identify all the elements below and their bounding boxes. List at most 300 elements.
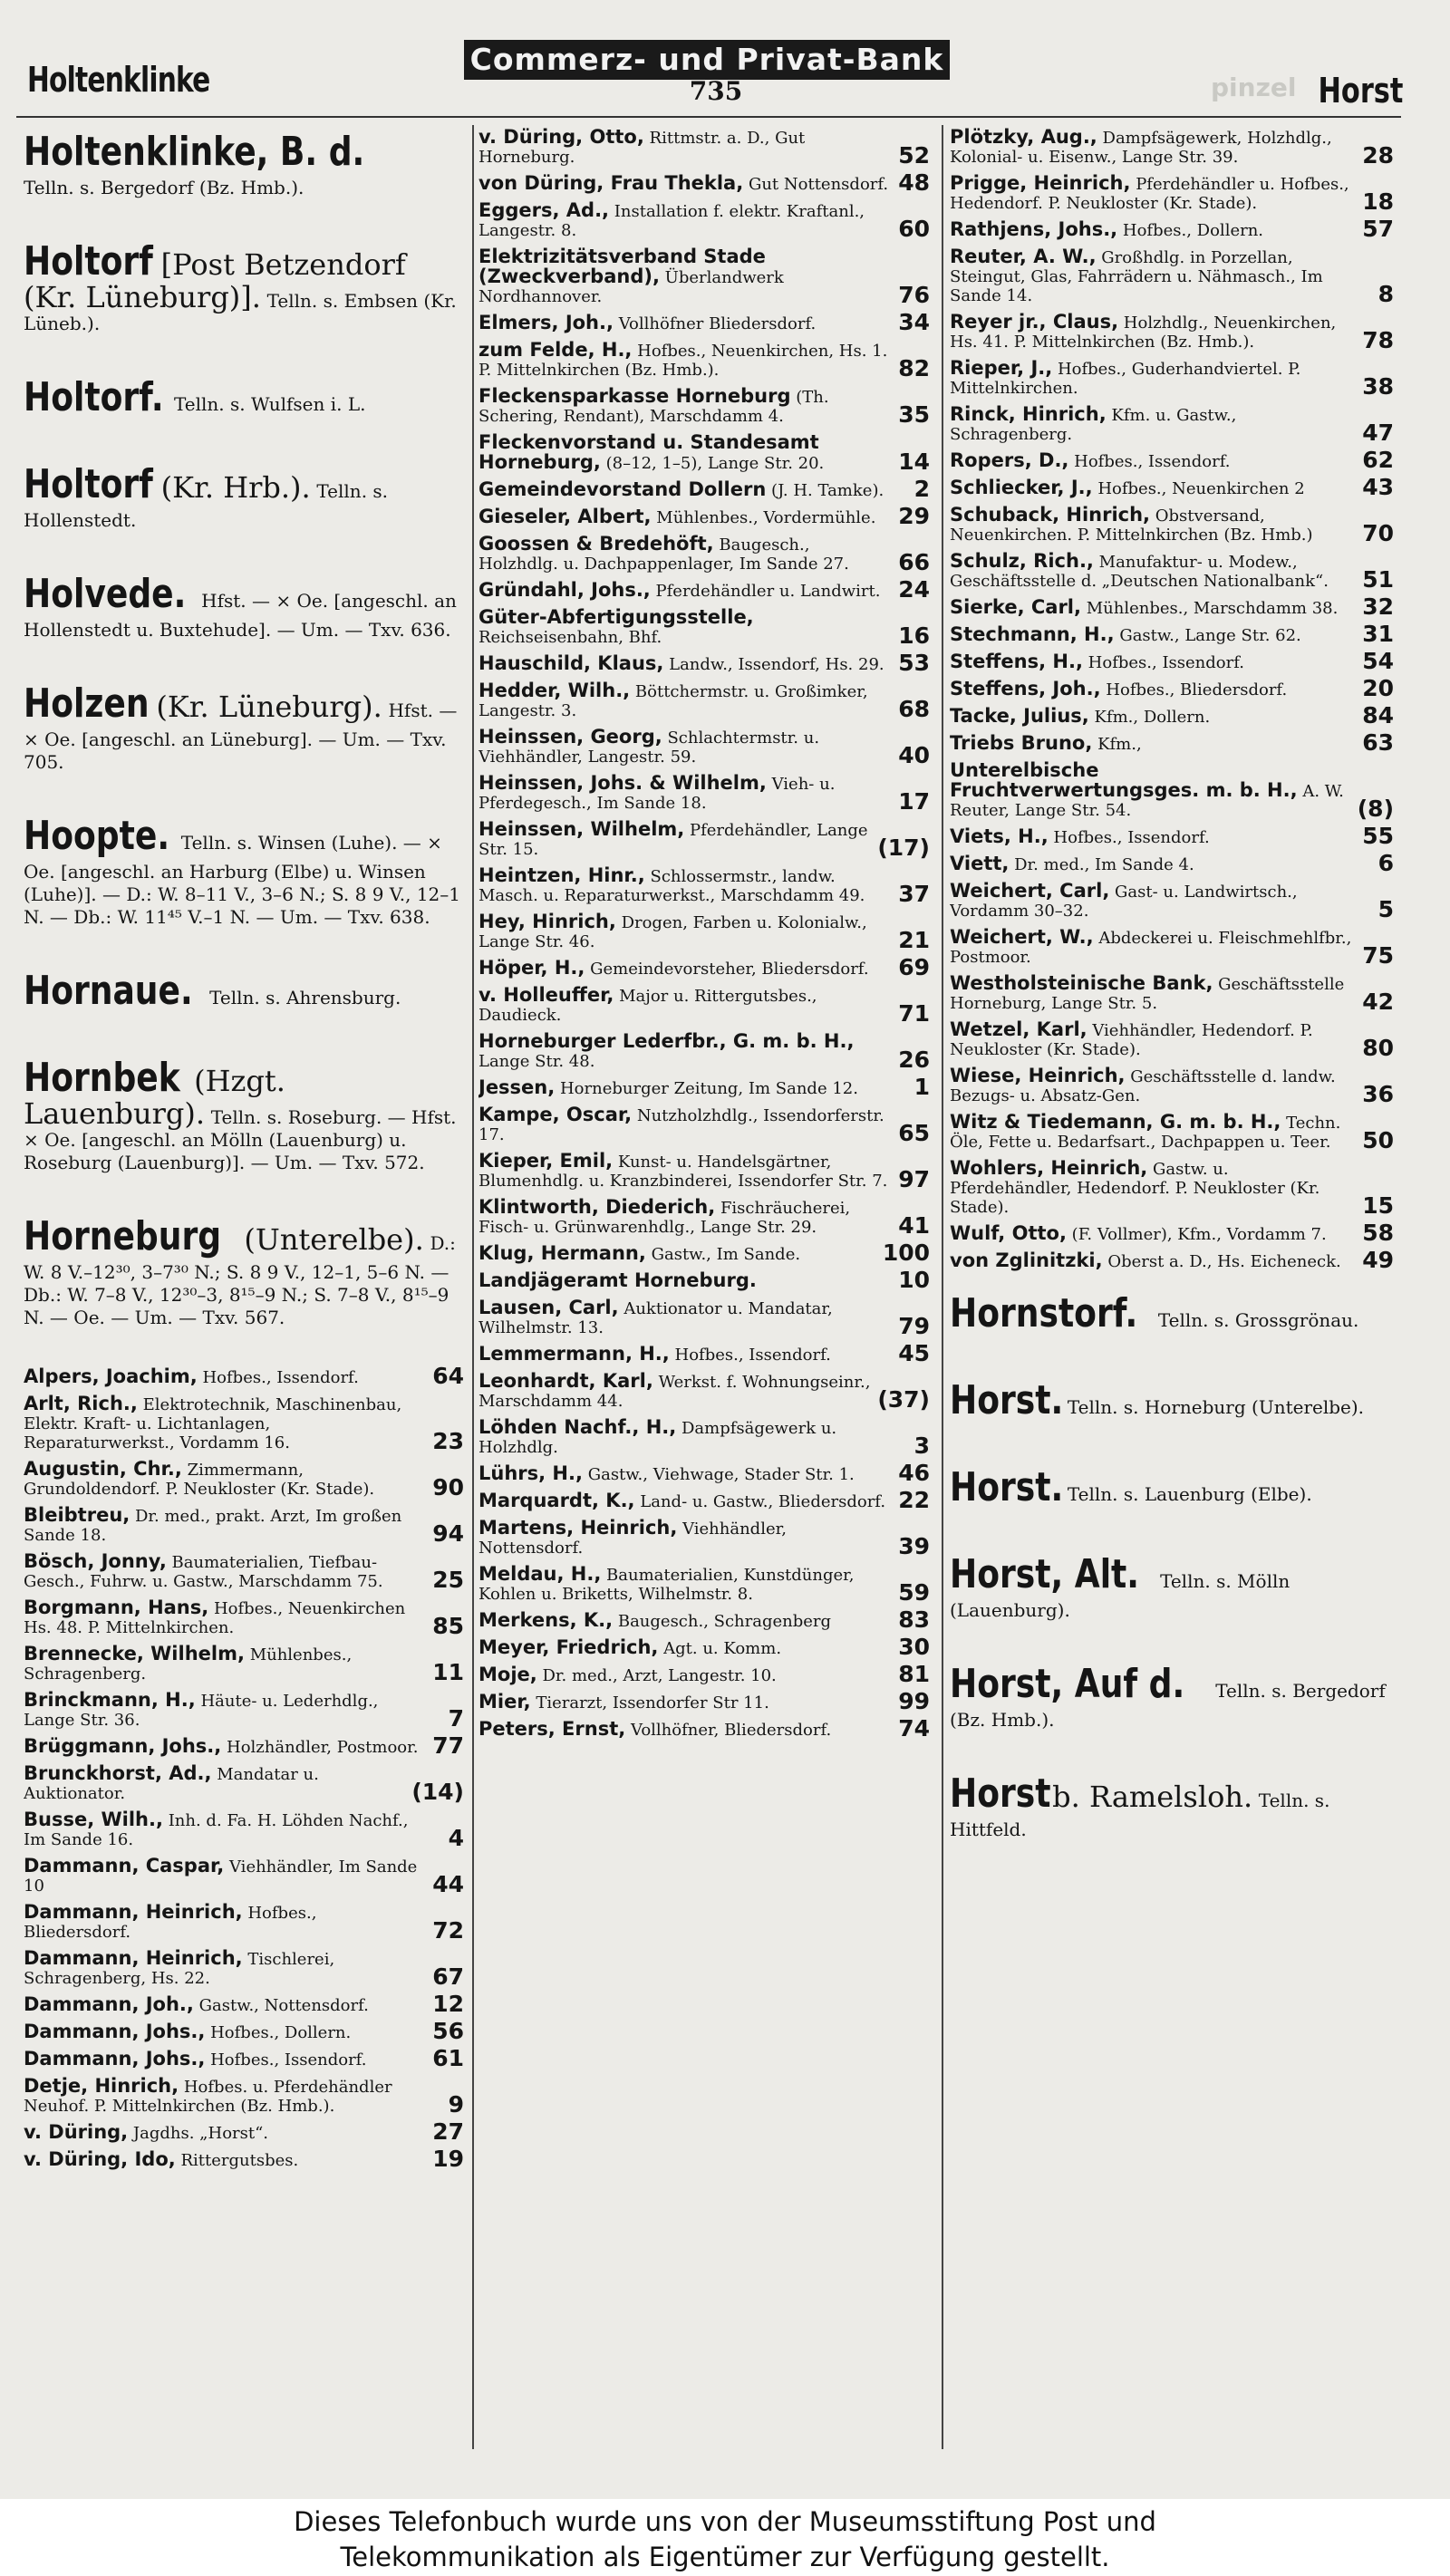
- subscriber-name: Stechmann, H.,: [950, 623, 1115, 645]
- subscriber-name: Hedder, Wilh.,: [478, 680, 631, 701]
- phone-number: 47: [1362, 420, 1394, 446]
- place-name: Horst.: [950, 1377, 1064, 1423]
- subscriber-entry: [24, 1506, 466, 1545]
- subscriber-name: Kampe, Oscar,: [478, 1104, 633, 1125]
- subscriber-entry: [950, 648, 1396, 674]
- place-entry: [950, 1770, 1396, 1841]
- subscriber-details: Vieh- u. Pferdegesch., Im Sande 18.: [478, 775, 836, 813]
- subscriber-name: v. Düring, Ido,: [24, 2148, 176, 2170]
- subscriber-entry: [478, 1715, 932, 1741]
- subscriber-details: Kfm. u. Gastw., Schragenberg.: [950, 406, 1237, 444]
- subscriber-entry: [478, 820, 932, 859]
- subscriber-name: Ropers, D.,: [950, 449, 1069, 471]
- subscriber-entry: [950, 593, 1396, 620]
- phone-number: 74: [898, 1715, 930, 1741]
- subscriber-details: Zimmermann, Grundoldendorf. P. Neukloster (Kr. Stade).: [24, 1461, 375, 1499]
- subscriber-details: Baumaterialien, Tiefbau-Gesch., Fuhrw. u. Gastw., Marschdamm 75.: [24, 1553, 383, 1591]
- place-details: Telln. s. Bergedorf (Bz. Hmb.).: [24, 177, 304, 198]
- subscriber-list: [478, 128, 932, 1740]
- subscriber-entry: [478, 954, 932, 980]
- phone-number: 31: [1362, 621, 1394, 647]
- subscriber-name: Reyer jr., Claus,: [950, 311, 1119, 333]
- subscriber-entry: [478, 476, 932, 502]
- subscriber-details: Pferdehändler, Lange Str. 15.: [478, 821, 868, 859]
- subscriber-details: (Th. Schering, Rendant), Marschdamm 4.: [478, 388, 829, 426]
- subscriber-details: Schlossermstr., landw. Masch. u. Reparaturwerkst., Marschdamm 49.: [478, 867, 865, 905]
- phone-number: 26: [898, 1047, 930, 1073]
- phone-number: 45: [898, 1340, 930, 1366]
- place-qualifier: (Hzgt. Lauenburg).: [24, 1064, 285, 1131]
- subscriber-name: Brunckhorst, Ad.,: [24, 1762, 212, 1784]
- subscriber-details: Dr. med., prakt. Arzt, Im großen Sande 18.: [24, 1507, 402, 1545]
- subscriber-entry: [478, 247, 932, 306]
- phone-number: 3: [914, 1433, 930, 1459]
- place-name: Hornbek: [24, 1055, 180, 1101]
- place-entry: [24, 1054, 466, 1174]
- subscriber-entry: [24, 1949, 466, 1988]
- subscriber-entry: [24, 2146, 466, 2172]
- phone-number: 70: [1362, 520, 1394, 546]
- subscriber-name: Heinssen, Wilhelm,: [478, 818, 685, 840]
- subscriber-details: Hofbes., Issendorf.: [210, 2050, 367, 2069]
- subscriber-details: Kfm.,: [1097, 735, 1142, 754]
- phone-number: 78: [1362, 327, 1394, 353]
- place-entry: [24, 812, 466, 929]
- phone-number: 54: [1362, 648, 1394, 674]
- phone-number: 58: [1362, 1220, 1394, 1246]
- phone-number: (8): [1357, 796, 1394, 822]
- subscriber-entry: [478, 1032, 932, 1071]
- subscriber-name: Klug, Hermann,: [478, 1242, 646, 1264]
- footer-line: Telekommunikation als Eigentümer zur Verfügung gestellt.: [340, 2542, 1110, 2572]
- subscriber-entry: [24, 1645, 466, 1684]
- subscriber-details: Dr. med., Im Sande 4.: [1014, 855, 1194, 874]
- subscriber-details: Mühlenbes., Schragenberg.: [24, 1645, 353, 1684]
- subscriber-entry: [478, 912, 932, 951]
- subscriber-name: Lemmermann, H.,: [478, 1343, 670, 1365]
- subscriber-details: Dr. med., Arzt, Langestr. 10.: [542, 1666, 777, 1685]
- subscriber-name: Horneburger Lederfbr., G. m. b. H.,: [478, 1030, 855, 1052]
- subscriber-details: Gast- u. Landwirtsch., Vordamm 30–32.: [950, 883, 1298, 921]
- subscriber-details: Holzhändler, Postmoor.: [227, 1738, 419, 1757]
- subscriber-entry: [950, 474, 1396, 500]
- phone-number: 5: [1378, 896, 1394, 922]
- subscriber-name: v. Düring, Otto,: [478, 128, 644, 148]
- subscriber-entry: [478, 1565, 932, 1604]
- page-number: 735: [689, 76, 743, 106]
- phone-number: 30: [898, 1634, 930, 1660]
- subscriber-list: [24, 1363, 466, 2172]
- subscriber-name: Viets, H.,: [950, 825, 1049, 847]
- phone-number: 75: [1362, 942, 1394, 969]
- subscriber-entry: [950, 128, 1396, 167]
- subscriber-details: Mandatar u. Auktionator.: [24, 1765, 319, 1803]
- phone-number: 39: [898, 1533, 930, 1559]
- subscriber-name: Rinck, Hinrich,: [950, 403, 1107, 425]
- place-details: Telln. s. Roseburg. — Hfst. × Oe. [angeschl. an Mölln (Lauenburg) u. Roseburg (Lauenburg)]. — Um. — Txv. 572.: [24, 1106, 457, 1173]
- subscriber-name: Elmers, Joh.,: [478, 312, 614, 333]
- subscriber-name: Witz & Tiedemann, G. m. b. H.,: [950, 1111, 1281, 1133]
- subscriber-name: Leonhardt, Karl,: [478, 1370, 653, 1392]
- subscriber-name: Bleibtreu,: [24, 1504, 130, 1526]
- phone-number: 52: [898, 142, 930, 169]
- subscriber-details: Rittmstr. a. D., Gut Horneburg.: [478, 129, 806, 167]
- subscriber-details: Hofbes., Issendorf.: [202, 1368, 359, 1387]
- subscriber-entry: [24, 1363, 466, 1389]
- subscriber-name: Steffens, H.,: [950, 651, 1083, 672]
- subscriber-details: (8–12, 1–5), Lange Str. 20.: [605, 454, 825, 473]
- subscriber-entry: [478, 1661, 932, 1687]
- subscriber-details: Dampfsägewerk u. Holzhdlg.: [478, 1419, 837, 1457]
- phone-number: 40: [898, 742, 930, 768]
- subscriber-name: Heinssen, Georg,: [478, 726, 662, 748]
- subscriber-entry: [24, 2077, 466, 2116]
- phone-number: 6: [1378, 850, 1394, 876]
- phone-number: 1: [914, 1074, 930, 1100]
- subscriber-name: Fleckensparkasse Horneburg: [478, 385, 791, 407]
- place-details: Telln. s. Horneburg (Unterelbe).: [1067, 1396, 1365, 1418]
- subscriber-entry: [478, 341, 932, 380]
- subscriber-entry: [478, 1688, 932, 1714]
- phone-number: 19: [432, 2146, 464, 2172]
- subscriber-details: Baugesch., Holzhdlg. u. Dachpappenlager, Im Sande 27.: [478, 535, 849, 574]
- subscriber-entry: [478, 576, 932, 603]
- phone-number: 42: [1362, 989, 1394, 1015]
- subscriber-entry: [950, 974, 1396, 1013]
- subscriber-details: Mühlenbes., Marschdamm 38.: [1086, 599, 1339, 618]
- place-details: Hfst. — × Oe. [angeschl. an Hollenstedt u. Buxtehude]. — Um. — Txv. 636.: [24, 590, 457, 641]
- subscriber-details: Hofbes., Issendorf.: [1053, 828, 1210, 847]
- place-entry: [24, 373, 466, 422]
- subscriber-details: Gastw., Nottensdorf.: [198, 1996, 369, 2015]
- subscriber-details: Überlandwerk Nordhannover.: [478, 268, 784, 306]
- phone-number: 35: [898, 401, 930, 428]
- phone-number: 14: [898, 449, 930, 475]
- subscriber-details: Hofbes., Issendorf.: [674, 1346, 831, 1365]
- subscriber-details: Land- u. Gastw., Bliedersdorf.: [640, 1492, 886, 1511]
- subscriber-entry: [24, 2018, 466, 2044]
- place-name: Horneburg: [24, 1213, 222, 1259]
- subscriber-details: Werkst. f. Wohnungseinr., Marschdamm 44.: [478, 1373, 871, 1411]
- place-details: Telln. s. Mölln (Lauenburg).: [950, 1570, 1290, 1621]
- subscriber-entry: [478, 309, 932, 335]
- subscriber-entry: [950, 761, 1396, 820]
- subscriber-name: Borgmann, Hans,: [24, 1597, 209, 1618]
- phone-number: 7: [448, 1705, 464, 1732]
- subscriber-details: Tierarzt, Issendorfer Str 11.: [536, 1693, 769, 1713]
- phone-number: (37): [877, 1386, 930, 1413]
- subscriber-details: Vollhöfner, Bliedersdorf.: [630, 1721, 832, 1740]
- phone-number: 25: [432, 1567, 464, 1593]
- subscriber-details: Hofbes., Bliedersdorf.: [24, 1904, 317, 1942]
- subscriber-name: Dammann, Heinrich,: [24, 1901, 243, 1923]
- phone-number: 53: [898, 650, 930, 676]
- phone-number: 90: [432, 1474, 464, 1500]
- subscriber-details: Lange Str. 48.: [478, 1052, 595, 1071]
- phone-number: 12: [432, 1991, 464, 2017]
- place-entry: [950, 1550, 1396, 1622]
- subscriber-name: Wetzel, Karl,: [950, 1018, 1088, 1040]
- subscriber-entry: [950, 1247, 1396, 1273]
- subscriber-details: Major u. Rittergutsbes., Daudieck.: [478, 987, 817, 1025]
- subscriber-name: Gieseler, Albert,: [478, 506, 652, 527]
- place-qualifier: (Kr. Lüneburg).: [156, 690, 382, 724]
- subscriber-name: v. Holleuffer,: [478, 984, 614, 1006]
- phone-number: 18: [1362, 188, 1394, 215]
- subscriber-name: Schliecker, J.,: [950, 477, 1093, 498]
- subscriber-entry: [950, 850, 1396, 876]
- subscriber-entry: [950, 823, 1396, 849]
- subscriber-name: v. Düring,: [24, 2121, 129, 2143]
- subscriber-name: Brinckmann, H.,: [24, 1689, 196, 1711]
- place-qualifier: (Unterelbe).: [244, 1222, 424, 1257]
- subscriber-details: Viehhändler, Im Sande 10: [24, 1857, 418, 1896]
- subscriber-list: [950, 128, 1396, 1271]
- subscriber-name: Kieper, Emil,: [478, 1150, 614, 1172]
- phone-number: 61: [432, 2045, 464, 2071]
- subscriber-entry: [950, 675, 1396, 701]
- phone-number: 22: [898, 1487, 930, 1513]
- place-details: Telln. s. Ahrensburg.: [209, 987, 401, 1008]
- subscriber-details: Fischräucherei, Fisch- u. Grünwarenhdlg., Lange Str. 29.: [478, 1199, 851, 1237]
- place-name: Horst: [950, 1770, 1051, 1817]
- subscriber-name: Wulf, Otto,: [950, 1222, 1067, 1244]
- place-qualifier: b. Ramelsloh.: [1052, 1780, 1253, 1814]
- subscriber-details: Gastw., Im Sande.: [651, 1245, 801, 1264]
- subscriber-details: Jagdhs. „Horst“.: [132, 2124, 269, 2143]
- place-entry: [950, 1289, 1396, 1338]
- subscriber-details: Mühlenbes., Vordermühle.: [656, 508, 876, 527]
- running-head-left: Holtenklinke: [27, 60, 210, 100]
- subscriber-name: Dammann, Caspar,: [24, 1855, 225, 1877]
- place-details: D.: W. 8 V.–12³⁰, 3–7³⁰ N.; S. 8 9 V., 12–1, 5–6 N. — Db.: W. 7–8 V., 12³⁰–3, 8¹⁵–9 N.; S. 7–8 V., 8¹⁵–9 N. — Oe. — Um. — Txv. 567.: [24, 1232, 456, 1328]
- subscriber-entry: [24, 1552, 466, 1591]
- place-entry: [950, 1463, 1396, 1512]
- subscriber-details: Hofbes., Neuenkirchen, Hs. 1. P. Mittelnkirchen (Bz. Hmb.).: [478, 342, 888, 380]
- subscriber-name: Gründahl, Johs.,: [478, 579, 651, 601]
- phone-number: 66: [898, 549, 930, 575]
- column-1: [24, 128, 466, 2484]
- phone-number: 76: [898, 282, 930, 308]
- subscriber-entry: [950, 1220, 1396, 1246]
- phone-number: 69: [898, 954, 930, 980]
- advertisement-banner: Commerz- und Privat-Bank: [464, 40, 950, 80]
- phone-number: 99: [898, 1688, 930, 1714]
- subscriber-entry: [950, 1066, 1396, 1105]
- subscriber-details: Landw., Issendorf, Hs. 29.: [669, 655, 884, 674]
- subscriber-name: Westholsteinische Bank,: [950, 972, 1213, 994]
- phone-number: 29: [898, 503, 930, 529]
- subscriber-entry: [478, 1634, 932, 1660]
- place-details: Telln. s. Lauenburg (Elbe).: [1067, 1483, 1312, 1505]
- subscriber-entry: [478, 1074, 932, 1100]
- subscriber-details: Techn. Öle, Fette u. Bedarfsart., Dachpappen u. Teer.: [950, 1114, 1341, 1152]
- place-name: Holzen: [24, 680, 150, 727]
- phone-number: 64: [432, 1363, 464, 1389]
- phone-number: 55: [1362, 823, 1394, 849]
- place-details: Telln. s. Winsen (Luhe). — × Oe. [angeschl. an Harburg (Elbe) u. Winsen (Luhe)]. — D.: W. 8–11 V., 3–6 N.; S. 8 9 V., 12–1 N. — Db.: W. 11⁴⁵ V.–1 N. — Um. — Txv. 638.: [24, 832, 461, 928]
- subscriber-entry: [478, 1487, 932, 1513]
- place-entry: [24, 680, 466, 774]
- subscriber-entry: [24, 1857, 466, 1896]
- place-name: Hornaue.: [24, 968, 193, 1014]
- subscriber-name: Landjägeramt Horneburg.: [478, 1269, 757, 1291]
- phone-number: 72: [432, 1917, 464, 1944]
- place-name: Horst, Auf d.: [950, 1661, 1185, 1707]
- place-entry: [950, 1376, 1396, 1425]
- phone-number: 79: [898, 1313, 930, 1339]
- subscriber-details: Dampfsägewerk, Holzhdlg., Kolonial- u. Eisenw., Lange Str. 39.: [950, 129, 1332, 167]
- place-entry: [24, 967, 466, 1016]
- subscriber-details: Pferdehändler u. Landwirt.: [655, 582, 881, 601]
- subscriber-entry: [478, 503, 932, 529]
- subscriber-details: Kfm., Dollern.: [1094, 708, 1211, 727]
- subscriber-name: Unterelbische Fruchtverwertungsges. m. b. H.,: [950, 759, 1298, 801]
- subscriber-details: Gut Nottensdorf.: [748, 175, 889, 194]
- subscriber-details: (J. H. Tamke).: [771, 481, 884, 500]
- phone-number: 97: [898, 1166, 930, 1192]
- subscriber-entry: [478, 681, 932, 720]
- subscriber-name: Hauschild, Klaus,: [478, 652, 664, 674]
- subscriber-name: zum Felde, H.,: [478, 339, 633, 361]
- subscriber-name: von Düring, Frau Thekla,: [478, 172, 744, 194]
- column-3: [950, 128, 1396, 2484]
- subscriber-details: Oberst a. D., Hs. Eicheneck.: [1107, 1252, 1341, 1271]
- subscriber-name: Alpers, Joachim,: [24, 1365, 198, 1387]
- phone-number: 81: [898, 1661, 930, 1687]
- phone-number: 43: [1362, 474, 1394, 500]
- subscriber-name: Heintzen, Hinr.,: [478, 864, 645, 886]
- phone-number: 17: [898, 788, 930, 815]
- subscriber-entry: [478, 1298, 932, 1337]
- subscriber-name: Dammann, Johs.,: [24, 2021, 206, 2042]
- subscriber-details: Hofbes., Guderhandviertel. P. Mittelnkirchen.: [950, 360, 1301, 398]
- subscriber-name: Busse, Wilh.,: [24, 1809, 163, 1830]
- subscriber-entry: [478, 387, 932, 426]
- subscriber-name: Heinssen, Johs. & Wilhelm,: [478, 772, 767, 794]
- place-entry: [24, 460, 466, 532]
- subscriber-entry: [478, 608, 932, 647]
- subscriber-entry: [478, 728, 932, 767]
- subscriber-entry: [950, 216, 1396, 242]
- subscriber-entry: [24, 1991, 466, 2017]
- subscriber-name: Augustin, Chr.,: [24, 1458, 182, 1480]
- subscriber-entry: [950, 702, 1396, 728]
- subscriber-details: Nutzholzhdlg., Issendorferstr. 17.: [478, 1106, 884, 1144]
- subscriber-name: Klintworth, Diederich,: [478, 1196, 716, 1218]
- place-details: Telln. s. Wulfsen i. L.: [173, 393, 366, 415]
- subscriber-details: Hofbes., Dollern.: [1122, 221, 1264, 240]
- phone-number: 44: [432, 1871, 464, 1897]
- subscriber-details: Schlachtermstr. u. Viehhändler, Langestr. 59.: [478, 728, 820, 767]
- phone-number: 15: [1362, 1192, 1394, 1219]
- phone-number: 94: [432, 1520, 464, 1547]
- subscriber-entry: [950, 621, 1396, 647]
- subscriber-entry: [950, 928, 1396, 967]
- phone-number: 38: [1362, 373, 1394, 400]
- subscriber-entry: [950, 1159, 1396, 1217]
- header-rule: [16, 116, 1401, 118]
- place-details: Telln. s. Hollenstedt.: [24, 480, 389, 531]
- subscriber-details: Geschäftsstelle d. landw. Bezugs- u. Absatz-Gen.: [950, 1067, 1336, 1105]
- subscriber-details: Hofbes., Bliedersdorf.: [1106, 680, 1288, 699]
- subscriber-name: Brennecke, Wilhelm,: [24, 1643, 245, 1664]
- place-name: Holtorf.: [24, 374, 164, 420]
- subscriber-name: Weichert, Carl,: [950, 880, 1110, 902]
- place-qualifier: (Kr. Hrb.).: [160, 470, 311, 505]
- subscriber-name: Wiese, Heinrich,: [950, 1065, 1126, 1086]
- subscriber-entry: [24, 1598, 466, 1637]
- subscriber-entry: [950, 359, 1396, 398]
- subscriber-details: Holzhdlg., Neuenkirchen, Hs. 41. P. Mittelnkirchen (Bz. Hmb.).: [950, 314, 1337, 352]
- subscriber-name: Peters, Ernst,: [478, 1718, 626, 1740]
- subscriber-entry: [478, 1340, 932, 1366]
- subscriber-name: Jessen,: [478, 1076, 556, 1098]
- subscriber-details: Geschäftsstelle Horneburg, Lange Str. 5.: [950, 975, 1345, 1013]
- phone-number: 57: [1362, 216, 1394, 242]
- subscriber-entry: [24, 1460, 466, 1499]
- subscriber-entry: [478, 1198, 932, 1237]
- place-list: [24, 128, 466, 1329]
- subscriber-details: Gemeindevorsteher, Bliedersdorf.: [590, 960, 869, 979]
- place-name: Horst, Alt.: [950, 1551, 1140, 1597]
- subscriber-entry: [950, 247, 1396, 305]
- subscriber-entry: [478, 169, 932, 196]
- subscriber-name: Hey, Hinrich,: [478, 911, 616, 932]
- place-entry: [24, 570, 466, 642]
- subscriber-entry: [478, 201, 932, 240]
- subscriber-details: Baumaterialien, Kunstdünger, Kohlen u. Briketts, Wilhelmstr. 8.: [478, 1566, 855, 1604]
- subscriber-details: Hofbes. u. Pferdehändler Neuhof. P. Mittelnkirchen (Bz. Hmb.).: [24, 2078, 392, 2116]
- subscriber-details: Auktionator u. Mandatar, Wilhelmstr. 13.: [478, 1299, 833, 1337]
- subscriber-name: Dammann, Joh.,: [24, 1993, 194, 2015]
- phone-number: 24: [898, 576, 930, 603]
- subscriber-name: Marquardt, K.,: [478, 1490, 635, 1511]
- subscriber-details: Hofbes., Issendorf.: [1088, 653, 1244, 672]
- subscriber-details: Baugesch., Schragenberg: [617, 1612, 832, 1631]
- subscriber-name: Weichert, W.,: [950, 926, 1094, 948]
- subscriber-name: Triebs Bruno,: [950, 732, 1093, 754]
- subscriber-entry: [24, 2045, 466, 2071]
- place-entry: [950, 1660, 1396, 1732]
- place-details: Telln. s. Embsen (Kr. Lüneb.).: [24, 290, 457, 334]
- subscriber-details: Großhdlg. in Porzellan, Steingut, Glas, Fahrrädern u. Nähmasch., Im Sande 14.: [950, 248, 1323, 305]
- subscriber-entry: [24, 1394, 466, 1452]
- place-name: Holtorf: [24, 461, 153, 507]
- subscriber-entry: [478, 1372, 932, 1411]
- place-details: Telln. s. Bergedorf (Bz. Hmb.).: [950, 1680, 1386, 1731]
- phone-number: 2: [914, 476, 930, 502]
- running-head-right: Horst: [1318, 71, 1403, 111]
- column-2: [478, 128, 932, 2484]
- subscriber-entry: [950, 729, 1396, 756]
- subscriber-details: Pferdehändler u. Hofbes., Hedendorf. P. Neukloster (Kr. Stade).: [950, 175, 1349, 213]
- subscriber-entry: [478, 535, 932, 574]
- phone-number: 20: [1362, 675, 1394, 701]
- subscriber-entry: [24, 1732, 466, 1759]
- subscriber-name: Steffens, Joh.,: [950, 678, 1101, 699]
- subscriber-entry: [478, 1105, 932, 1144]
- phone-number: 36: [1362, 1081, 1394, 1107]
- phone-number: 10: [898, 1267, 930, 1293]
- phone-number: 65: [898, 1120, 930, 1146]
- place-details: Hfst. — × Oe. [angeschl. an Lüneburg]. — Um. — Txv. 705.: [24, 699, 458, 773]
- subscriber-entry: [24, 1810, 466, 1849]
- subscriber-entry: [478, 650, 932, 676]
- subscriber-details: Häute- u. Lederhdlg., Lange Str. 36.: [24, 1692, 379, 1730]
- phone-number: (17): [877, 835, 930, 861]
- phone-number: 51: [1362, 566, 1394, 593]
